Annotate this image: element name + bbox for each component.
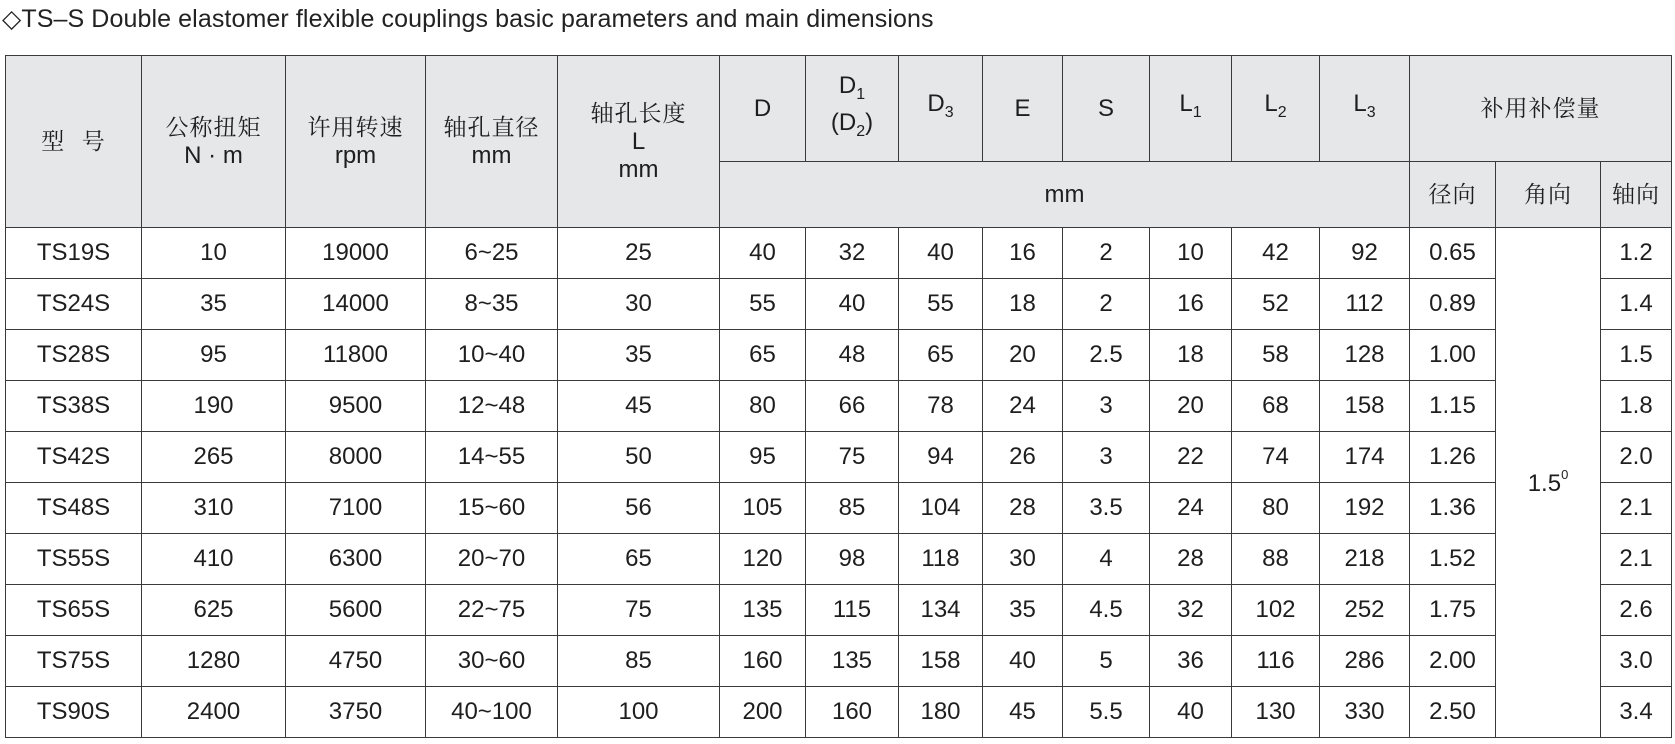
header-D3 <box>899 56 983 162</box>
header-torque-unit: N · m <box>184 141 243 169</box>
cell-radial: 1.36 <box>1410 483 1496 534</box>
cell-axial: 2.1 <box>1601 483 1672 534</box>
cell-axial: 2.6 <box>1601 585 1672 636</box>
cell-axial: 1.2 <box>1601 228 1672 279</box>
cell-axial: 1.5 <box>1601 330 1672 381</box>
cell-radial: 1.52 <box>1410 534 1496 585</box>
cell-torque: 410 <box>142 534 286 585</box>
cell-D1: 115 <box>806 585 899 636</box>
cell-torque: 190 <box>142 381 286 432</box>
cell-D3: 104 <box>899 483 983 534</box>
cell-L1: 20 <box>1150 381 1232 432</box>
cell-L1: 36 <box>1150 636 1232 687</box>
header-E-label: E <box>1014 94 1031 122</box>
cell-L2: 80 <box>1232 483 1320 534</box>
cell-axial: 2.1 <box>1601 534 1672 585</box>
cell-L3: 286 <box>1320 636 1410 687</box>
cell-bore-len: 65 <box>558 534 720 585</box>
cell-model: TS48S <box>6 483 142 534</box>
cell-E: 18 <box>983 279 1063 330</box>
cell-L3: 330 <box>1320 687 1410 738</box>
header-D3-main: D <box>927 90 945 117</box>
cell-model: TS55S <box>6 534 142 585</box>
cell-D1: 40 <box>806 279 899 330</box>
cell-L2: 52 <box>1232 279 1320 330</box>
cell-E: 35 <box>983 585 1063 636</box>
table-row <box>6 534 1672 585</box>
header-speed-label: 许用转速 <box>307 114 404 141</box>
cell-L1: 24 <box>1150 483 1232 534</box>
cell-torque: 265 <box>142 432 286 483</box>
cell-angular <box>1496 228 1601 738</box>
cell-bore-dia: 10~40 <box>426 330 558 381</box>
header-E <box>983 56 1063 162</box>
header-angular-label: 角向 <box>1524 181 1572 208</box>
cell-speed: 5600 <box>286 585 426 636</box>
header-model <box>6 56 142 228</box>
header-D1-main: D <box>838 71 857 99</box>
header-L2-main: L <box>1264 90 1278 117</box>
cell-E: 40 <box>983 636 1063 687</box>
cell-L3: 112 <box>1320 279 1410 330</box>
cell-model: TS38S <box>6 381 142 432</box>
header-dims-unit-label: mm <box>1044 180 1085 208</box>
cell-E: 24 <box>983 381 1063 432</box>
cell-axial: 3.4 <box>1601 687 1672 738</box>
cell-bore-len: 100 <box>558 687 720 738</box>
cell-D1: 32 <box>806 228 899 279</box>
cell-D3: 180 <box>899 687 983 738</box>
header-L2-sub: 2 <box>1277 104 1287 121</box>
cell-L3: 218 <box>1320 534 1410 585</box>
header-D3-sub: 3 <box>944 104 954 121</box>
header-L3-sub: 3 <box>1366 104 1376 121</box>
header-D2-main: (D <box>830 108 857 136</box>
cell-torque: 2400 <box>142 687 286 738</box>
cell-bore-dia: 14~55 <box>426 432 558 483</box>
cell-D3: 134 <box>899 585 983 636</box>
cell-L2: 74 <box>1232 432 1320 483</box>
header-axial-label: 轴向 <box>1612 181 1660 208</box>
cell-D1: 66 <box>806 381 899 432</box>
table-row <box>6 330 1672 381</box>
header-L2 <box>1232 56 1320 162</box>
table-row <box>6 279 1672 330</box>
header-bore-length-label: 轴孔长度 <box>590 100 687 127</box>
header-torque <box>142 56 286 228</box>
cell-S: 5.5 <box>1063 687 1150 738</box>
cell-bore-dia: 8~35 <box>426 279 558 330</box>
cell-torque: 10 <box>142 228 286 279</box>
cell-model: TS65S <box>6 585 142 636</box>
cell-radial: 1.00 <box>1410 330 1496 381</box>
table-row <box>6 636 1672 687</box>
cell-radial: 1.75 <box>1410 585 1496 636</box>
cell-speed: 14000 <box>286 279 426 330</box>
cell-axial: 3.0 <box>1601 636 1672 687</box>
cell-S: 4.5 <box>1063 585 1150 636</box>
cell-D: 160 <box>720 636 806 687</box>
degree-mark: 0 <box>1561 467 1569 482</box>
cell-D: 135 <box>720 585 806 636</box>
cell-L1: 40 <box>1150 687 1232 738</box>
cell-L3: 192 <box>1320 483 1410 534</box>
cell-D3: 65 <box>899 330 983 381</box>
table-body <box>6 228 1672 738</box>
cell-D3: 55 <box>899 279 983 330</box>
cell-L3: 252 <box>1320 585 1410 636</box>
header-S <box>1063 56 1150 162</box>
cell-model: TS28S <box>6 330 142 381</box>
cell-E: 26 <box>983 432 1063 483</box>
cell-speed: 9500 <box>286 381 426 432</box>
table-row <box>6 432 1672 483</box>
header-bore-diameter <box>426 56 558 228</box>
cell-radial: 1.15 <box>1410 381 1496 432</box>
header-compensation <box>1410 56 1672 162</box>
header-radial <box>1410 162 1496 228</box>
cell-D: 95 <box>720 432 806 483</box>
cell-D1: 98 <box>806 534 899 585</box>
cell-S: 3.5 <box>1063 483 1150 534</box>
cell-L1: 10 <box>1150 228 1232 279</box>
cell-D3: 118 <box>899 534 983 585</box>
header-bore-diameter-unit: mm <box>471 141 512 169</box>
header-compensation-label: 补用补偿量 <box>1480 95 1601 122</box>
cell-D1: 135 <box>806 636 899 687</box>
cell-torque: 1280 <box>142 636 286 687</box>
cell-axial: 2.0 <box>1601 432 1672 483</box>
table-row <box>6 381 1672 432</box>
cell-model: TS42S <box>6 432 142 483</box>
cell-L2: 68 <box>1232 381 1320 432</box>
cell-D1: 160 <box>806 687 899 738</box>
header-D <box>720 56 806 162</box>
cell-axial: 1.8 <box>1601 381 1672 432</box>
page-title: ◇TS–S Double elastomer flexible couplings basic parameters and main dimensions <box>2 5 934 33</box>
header-L3 <box>1320 56 1410 162</box>
header-bore-length <box>558 56 720 228</box>
cell-radial: 2.50 <box>1410 687 1496 738</box>
cell-torque: 35 <box>142 279 286 330</box>
header-angular <box>1496 162 1601 228</box>
cell-radial: 1.26 <box>1410 432 1496 483</box>
cell-L2: 58 <box>1232 330 1320 381</box>
cell-bore-len: 25 <box>558 228 720 279</box>
cell-model: TS90S <box>6 687 142 738</box>
header-D1-sub: 1 <box>856 85 866 103</box>
header-bore-length-symbol: L <box>631 127 646 155</box>
cell-L1: 18 <box>1150 330 1232 381</box>
cell-E: 20 <box>983 330 1063 381</box>
cell-torque: 95 <box>142 330 286 381</box>
cell-D3: 40 <box>899 228 983 279</box>
cell-E: 30 <box>983 534 1063 585</box>
cell-D: 40 <box>720 228 806 279</box>
cell-bore-len: 85 <box>558 636 720 687</box>
cell-L1: 22 <box>1150 432 1232 483</box>
header-L1-sub: 1 <box>1192 104 1202 121</box>
cell-bore-len: 30 <box>558 279 720 330</box>
cell-radial: 0.65 <box>1410 228 1496 279</box>
header-speed-unit: rpm <box>334 141 377 169</box>
coupling-spec-table <box>5 55 1672 738</box>
cell-radial: 0.89 <box>1410 279 1496 330</box>
cell-S: 4 <box>1063 534 1150 585</box>
cell-speed: 19000 <box>286 228 426 279</box>
cell-L3: 174 <box>1320 432 1410 483</box>
cell-D1: 48 <box>806 330 899 381</box>
cell-speed: 8000 <box>286 432 426 483</box>
cell-D1: 85 <box>806 483 899 534</box>
cell-model: TS75S <box>6 636 142 687</box>
cell-torque: 310 <box>142 483 286 534</box>
cell-S: 2.5 <box>1063 330 1150 381</box>
cell-L2: 102 <box>1232 585 1320 636</box>
cell-L1: 32 <box>1150 585 1232 636</box>
cell-model: TS19S <box>6 228 142 279</box>
cell-bore-dia: 40~100 <box>426 687 558 738</box>
cell-axial: 1.4 <box>1601 279 1672 330</box>
cell-bore-dia: 22~75 <box>426 585 558 636</box>
table-row <box>6 228 1672 279</box>
cell-bore-dia: 15~60 <box>426 483 558 534</box>
header-model-label: 型 号 <box>41 128 106 155</box>
cell-S: 2 <box>1063 279 1150 330</box>
cell-D: 65 <box>720 330 806 381</box>
cell-L2: 42 <box>1232 228 1320 279</box>
cell-model: TS24S <box>6 279 142 330</box>
header-dims-unit <box>720 162 1410 228</box>
cell-S: 5 <box>1063 636 1150 687</box>
cell-speed: 4750 <box>286 636 426 687</box>
table-row <box>6 483 1672 534</box>
cell-L1: 16 <box>1150 279 1232 330</box>
cell-bore-len: 45 <box>558 381 720 432</box>
cell-bore-len: 56 <box>558 483 720 534</box>
header-axial <box>1601 162 1672 228</box>
cell-D: 120 <box>720 534 806 585</box>
header-bore-diameter-label: 轴孔直径 <box>443 114 540 141</box>
header-D2-sub: 2 <box>856 122 866 140</box>
cell-E: 28 <box>983 483 1063 534</box>
cell-L3: 128 <box>1320 330 1410 381</box>
header-D1-D2 <box>806 56 899 162</box>
header-radial-label: 径向 <box>1428 181 1477 208</box>
header-speed <box>286 56 426 228</box>
cell-D: 55 <box>720 279 806 330</box>
header-S-label: S <box>1097 94 1114 122</box>
cell-speed: 3750 <box>286 687 426 738</box>
table-row <box>6 585 1672 636</box>
cell-E: 45 <box>983 687 1063 738</box>
cell-bore-dia: 20~70 <box>426 534 558 585</box>
cell-S: 3 <box>1063 381 1150 432</box>
table-row <box>6 687 1672 738</box>
header-L3-main: L <box>1353 90 1367 117</box>
cell-L2: 116 <box>1232 636 1320 687</box>
cell-D: 80 <box>720 381 806 432</box>
cell-D: 200 <box>720 687 806 738</box>
cell-bore-dia: 30~60 <box>426 636 558 687</box>
cell-bore-len: 50 <box>558 432 720 483</box>
cell-bore-len: 75 <box>558 585 720 636</box>
cell-speed: 6300 <box>286 534 426 585</box>
cell-bore-dia: 12~48 <box>426 381 558 432</box>
header-L1 <box>1150 56 1232 162</box>
cell-S: 3 <box>1063 432 1150 483</box>
header-bore-length-unit: mm <box>618 155 659 183</box>
cell-D3: 78 <box>899 381 983 432</box>
cell-D3: 94 <box>899 432 983 483</box>
cell-D: 105 <box>720 483 806 534</box>
cell-speed: 11800 <box>286 330 426 381</box>
cell-radial: 2.00 <box>1410 636 1496 687</box>
cell-D1: 75 <box>806 432 899 483</box>
cell-S: 2 <box>1063 228 1150 279</box>
cell-D3: 158 <box>899 636 983 687</box>
cell-L3: 158 <box>1320 381 1410 432</box>
cell-L2: 130 <box>1232 687 1320 738</box>
cell-L1: 28 <box>1150 534 1232 585</box>
cell-bore-dia: 6~25 <box>426 228 558 279</box>
header-torque-label: 公称扭矩 <box>165 114 262 141</box>
cell-bore-len: 35 <box>558 330 720 381</box>
header-D2-close: ) <box>865 108 874 136</box>
cell-L3: 92 <box>1320 228 1410 279</box>
cell-speed: 7100 <box>286 483 426 534</box>
angular-value: 1.5 <box>1527 470 1562 497</box>
header-D-label: D <box>753 94 772 122</box>
cell-torque: 625 <box>142 585 286 636</box>
cell-L2: 88 <box>1232 534 1320 585</box>
header-L1-main: L <box>1179 90 1193 117</box>
cell-E: 16 <box>983 228 1063 279</box>
